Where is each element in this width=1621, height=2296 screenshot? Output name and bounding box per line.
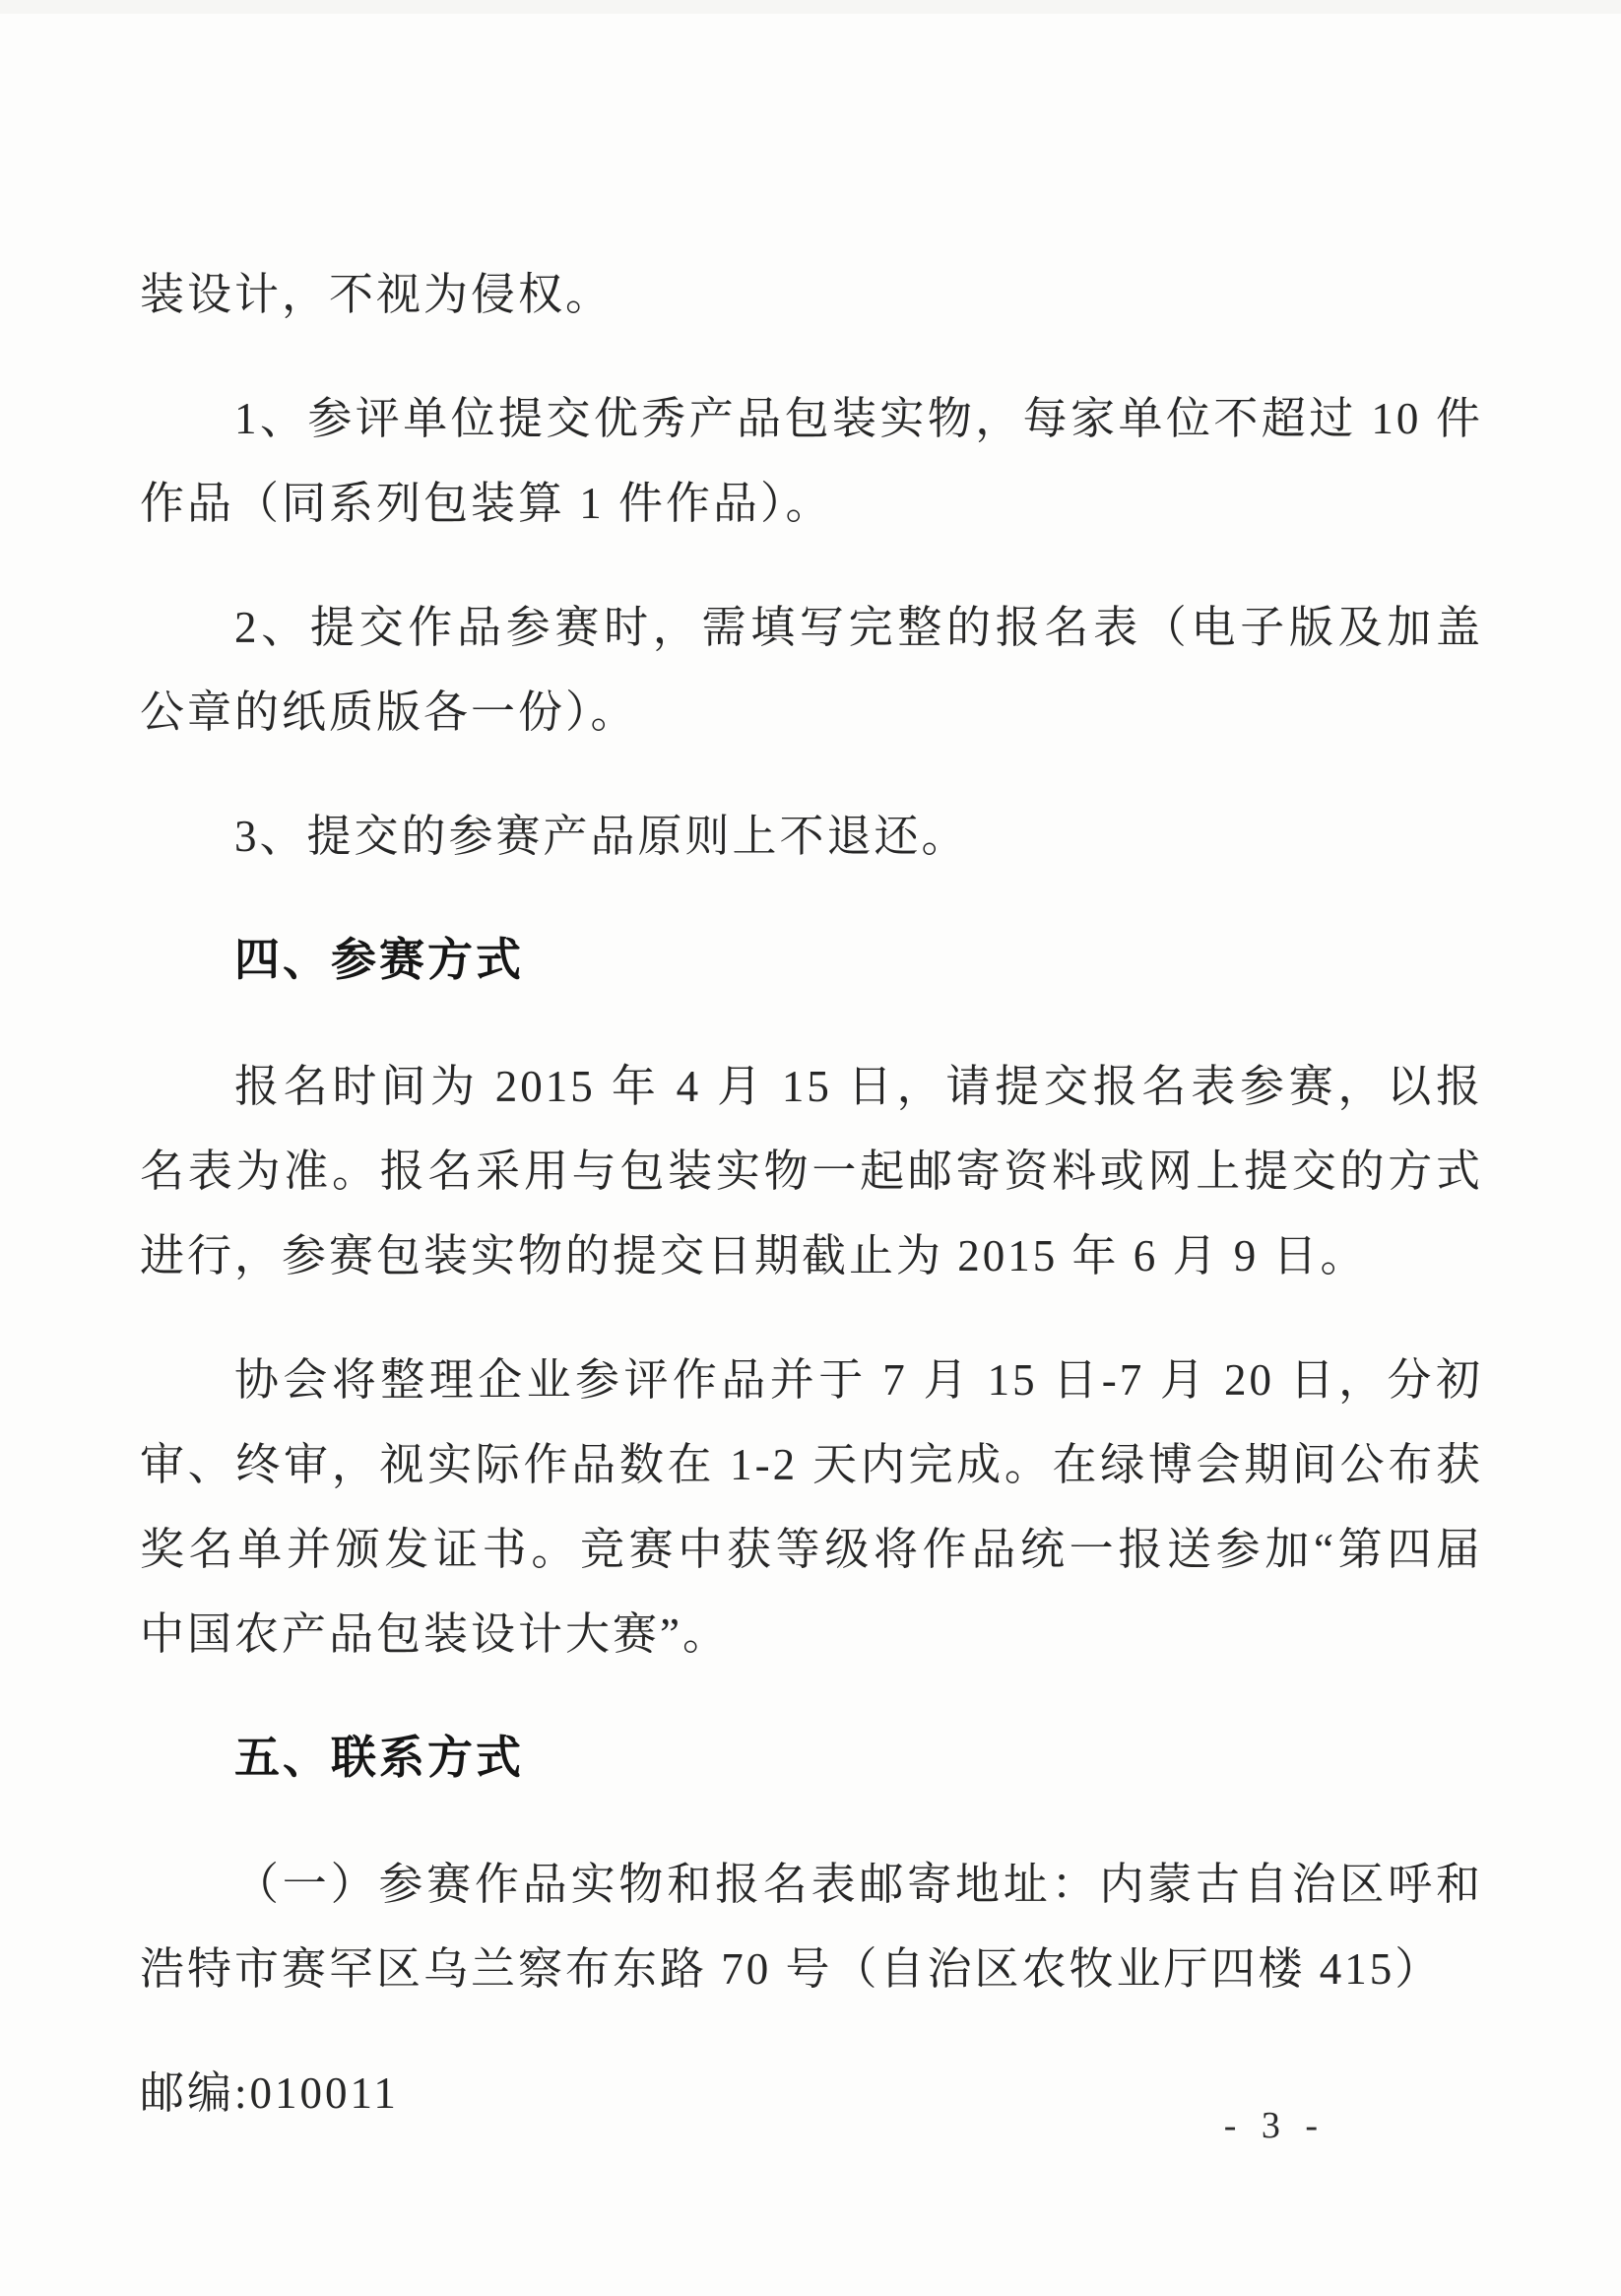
scan-artifact-band xyxy=(0,0,1621,14)
paragraph-registration-time: 报名时间为 2015 年 4 月 15 日，请提交报名表参赛，以报名表为准。报名采用与包装实物一起邮寄资料或网上提交的方式进行，参赛包装实物的提交日期截止为 2015 年 6 月 9 日。 xyxy=(140,1062,1483,1280)
section-heading-5: 五、联系方式 xyxy=(234,1733,524,1783)
document-body xyxy=(140,252,1483,2175)
paragraph-mailing-address: （一）参赛作品实物和报名表邮寄地址：内蒙古自治区呼和浩特市赛罕区乌兰察布东路 70 号（自治区农牧业厅四楼 415） xyxy=(140,1860,1483,1994)
page-number: - 3 - xyxy=(1223,2105,1326,2146)
paragraph-postal-code: 邮编:010011 xyxy=(140,2068,399,2118)
paragraph-item-3: 3、提交的参赛产品原则上不退还。 xyxy=(234,812,969,861)
section-heading-4: 四、参赛方式 xyxy=(234,935,524,985)
paragraph-continuation: 装设计，不视为侵权。 xyxy=(140,270,614,319)
paragraph-review-process: 协会将整理企业参评作品并于 7 月 15 日-7 月 20 日，分初审、终审，视实际作品数在 1-2 天内完成。在绿博会期间公布获奖名单并颁发证书。竞赛中获等级将作品统一报送参加“第四届中国农产品包装设计大赛”。 xyxy=(140,1355,1483,1659)
paragraph-item-1: 1、参评单位提交优秀产品包装实物，每家单位不超过 10 件作品（同系列包装算 1 件作品）。 xyxy=(140,394,1483,528)
paragraph-item-2: 2、提交作品参赛时，需填写完整的报名表（电子版及加盖公章的纸质版各一份）。 xyxy=(140,603,1483,737)
